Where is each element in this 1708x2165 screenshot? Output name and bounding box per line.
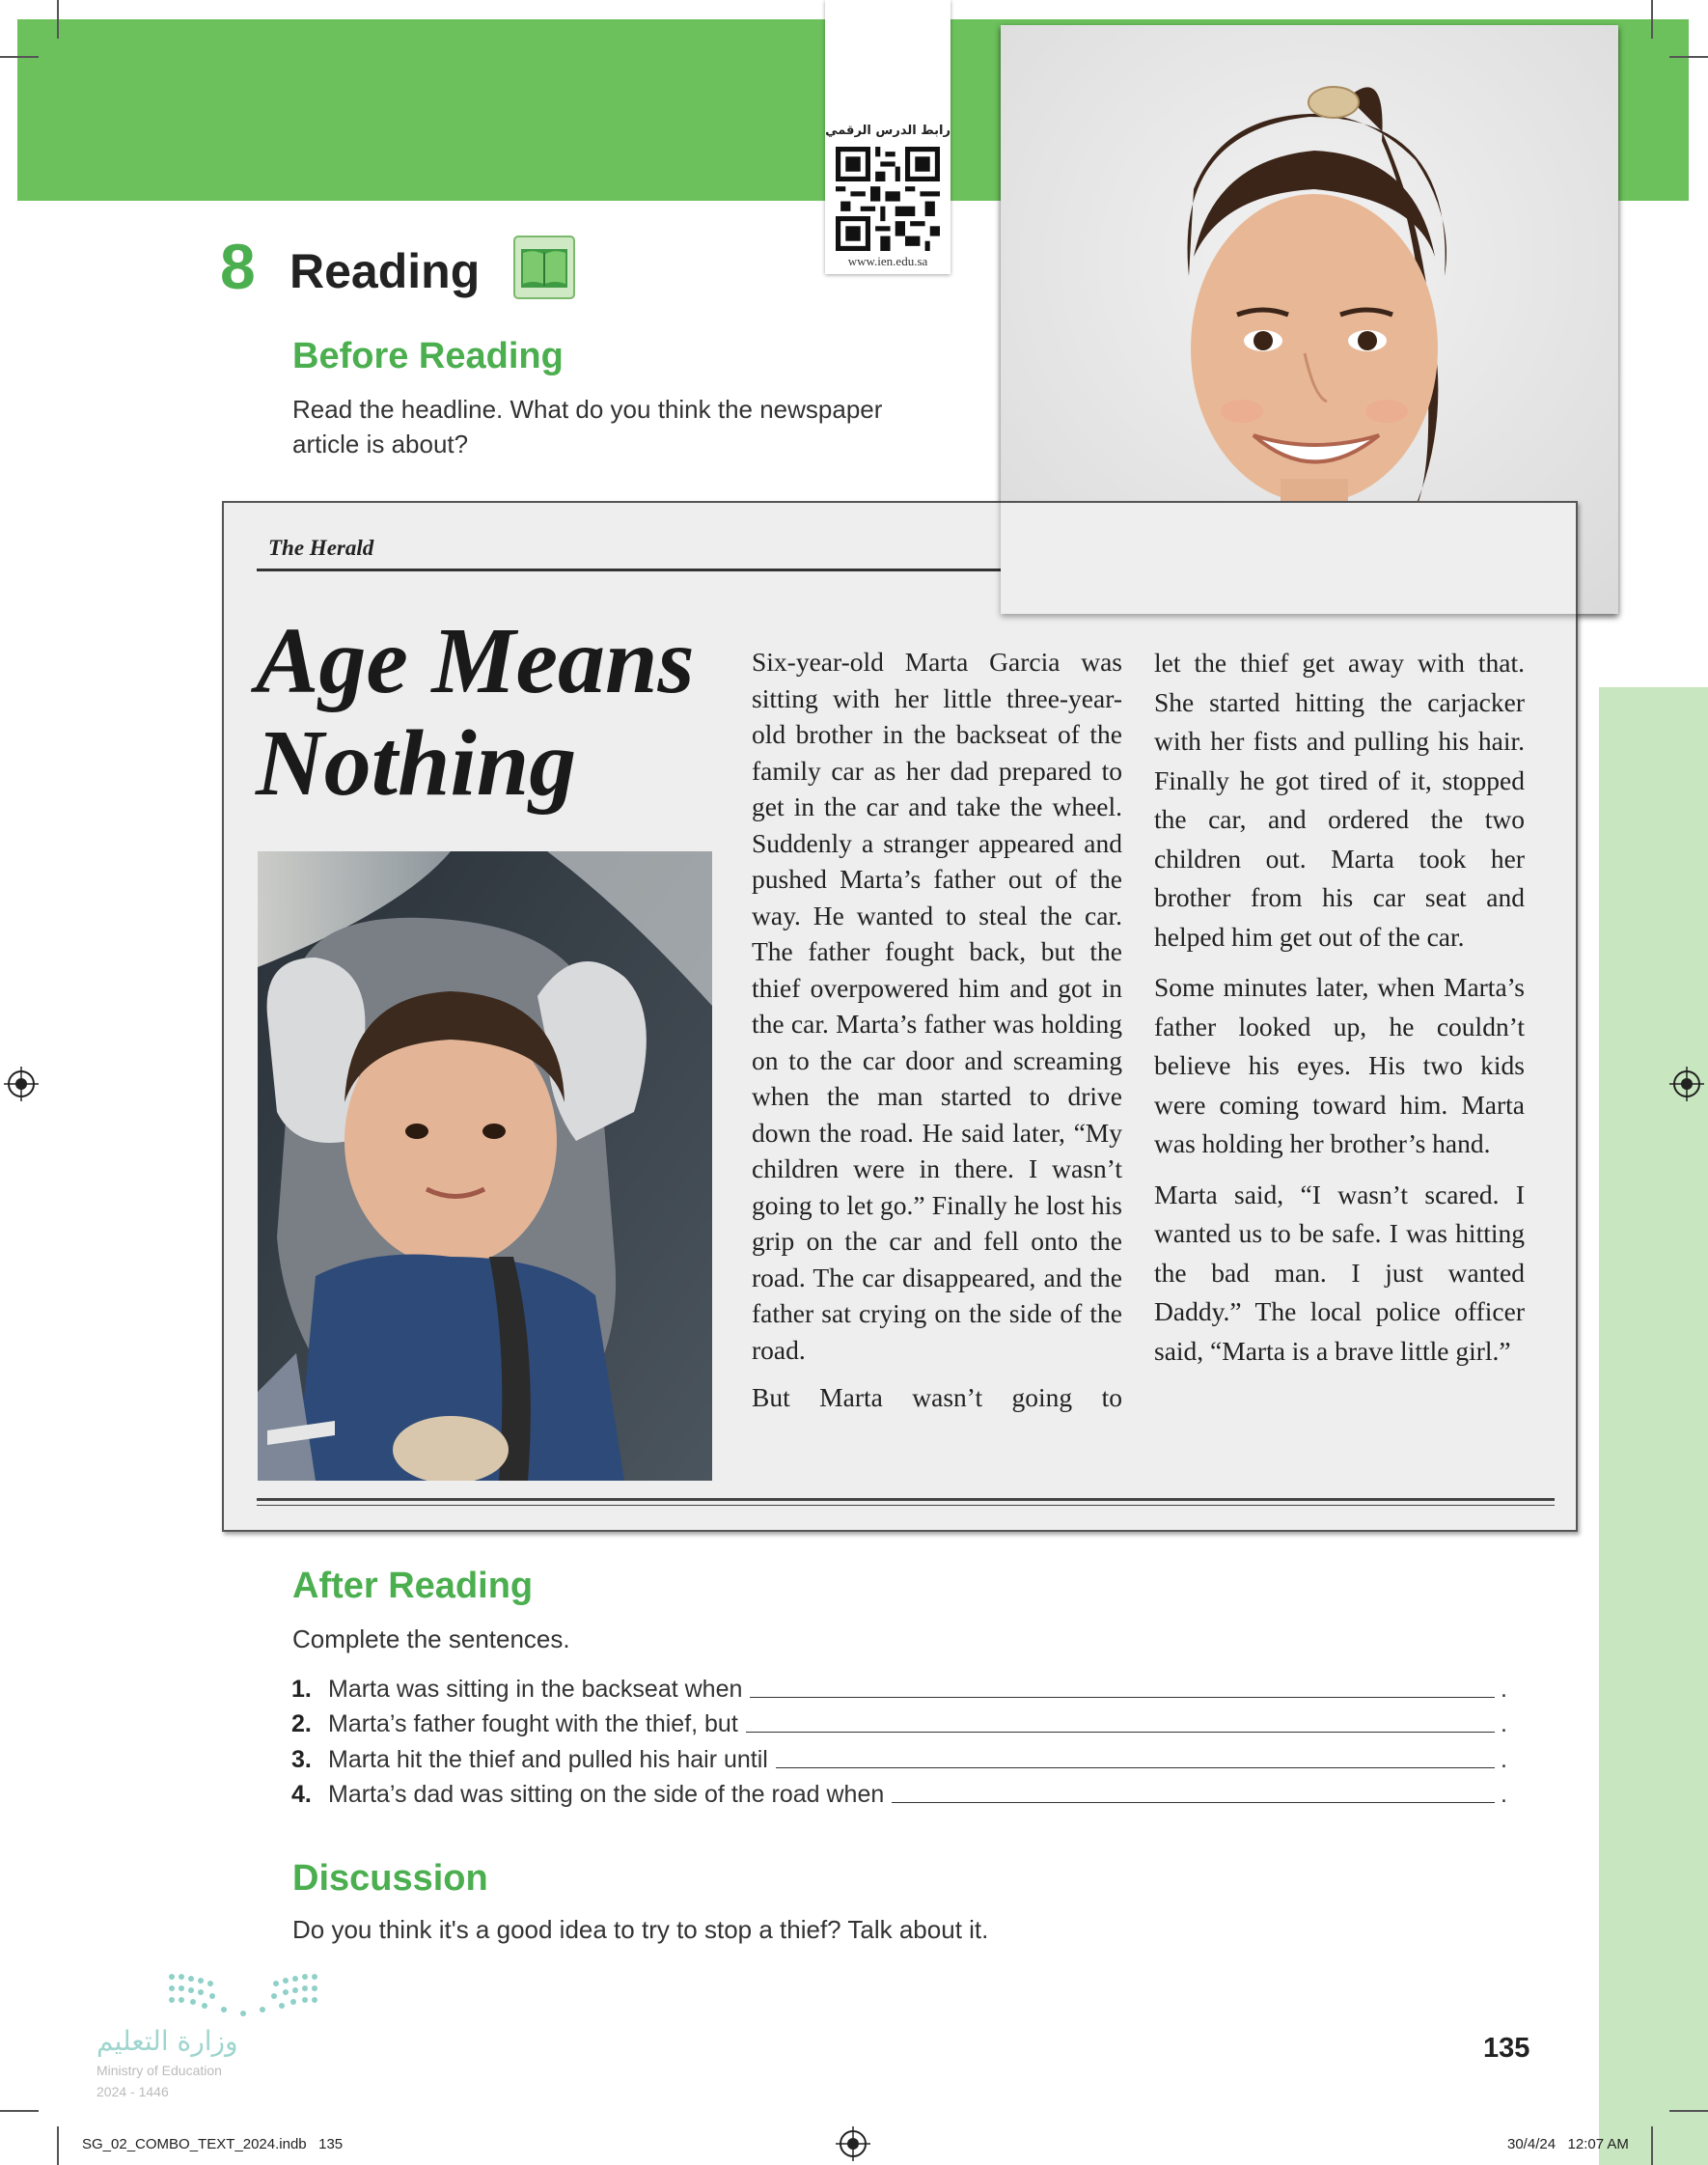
boy-in-car-seat-photo [258,851,712,1481]
item-number: 4. [291,1781,312,1808]
crop-mark [57,2126,59,2165]
list-item: 2. Marta’s father fought with the thief, but . [291,1710,1507,1737]
qr-code-card[interactable] [825,0,950,274]
qr-code-icon[interactable] [836,147,940,251]
answer-blank[interactable] [750,1696,1495,1698]
article-paragraph: Some minutes later, when Marta’s father looked up, he couldn’t believe his eyes. His two kids were coming toward him. Marta was holding her brother’s hand. [1154,972,1525,1158]
article-paragraph: Marta said, “I wasn’t scared. I wanted us to be safe. I was hitting the bad man. I just wanted Daddy.” The local police officer said, “Marta is a brave little girl.” [1154,1179,1525,1366]
headline-line-2: Nothing [256,711,577,816]
boy-car-seat-image [258,851,712,1481]
item-number: 2. [291,1710,312,1737]
discussion-prompt: Do you think it's a good idea to try to stop a thief? Talk about it. [292,1915,989,1944]
article-column-1 [752,644,1122,1428]
after-reading-heading: After Reading [292,1566,534,1606]
article-paragraph: let the thief get away with that. She started hitting the carjacker with her fists and pulling his hair. Finally he got tired of it, stopped the car, and ordered the two children out. Marta took her brother from his car seat and helped him get out of the car. [1154,648,1525,952]
item-number: 1. [291,1675,312,1703]
before-reading-line-2: article is about? [292,430,469,458]
sentence-completion-list [291,1668,1507,1809]
ministry-year: 2024 - 1446 [96,2084,169,2099]
article-paragraph: Six-year-old Marta Garcia was sitting with her little three-year-old brother in the backseat of the family car as her dad prepared to get in the car and take the wheel. Suddenly a stranger appeared and pushed Marta’s father out of the way. He wanted to steal the car. The father fought back, but the thief overpowered him and got in the car. Marta’s father was holding on to the car door and screaming when the man started to drive down the road. He said later, “My children were in there. I wasn’t going to let go.” Finally he lost his grip on the car and fell onto the road. The car disappeared, and the father sat crying on the side of the road. [752,647,1122,1365]
answer-blank[interactable] [746,1731,1495,1733]
discussion-heading: Discussion [292,1858,488,1899]
crop-mark [57,0,59,39]
book-icon [513,236,575,299]
crop-mark [0,56,39,58]
side-green-strip [1599,687,1708,2165]
list-item: 1. Marta was sitting in the backseat when . [291,1675,1507,1703]
registration-mark-icon [836,2126,870,2161]
crop-mark [1669,2110,1708,2112]
qr-title: رابط الدرس الرقمي [825,124,950,138]
crop-mark [0,2110,39,2112]
list-item: 4. Marta’s dad was sitting on the side of the road when . [291,1781,1507,1808]
ministry-name-english: Ministry of Education [96,2063,222,2078]
section-number: 8 [220,231,256,302]
qr-url[interactable]: www.ien.edu.sa [847,254,928,268]
before-reading-heading: Before Reading [292,336,564,376]
crop-mark [1669,56,1708,58]
answer-blank[interactable] [892,1801,1495,1803]
page-number: 135 [1483,2033,1530,2064]
item-prompt: Marta’s father fought with the thief, but [328,1710,738,1737]
item-prompt: Marta’s dad was sitting on the side of the road when [328,1781,885,1808]
section-title: Reading [289,244,481,298]
article-headline [256,610,729,815]
newspaper-name: The Herald [268,536,374,560]
ministry-logo-icon [166,1969,320,2017]
article-column-2 [1154,644,1525,1382]
list-item: 3. Marta hit the thief and pulled his hair until . [291,1745,1507,1773]
headline-line-1: Age Means [256,609,695,713]
masthead-rule [257,569,1001,571]
ministry-name-arabic: وزارة التعليم [96,2025,238,2057]
registration-mark-icon [1669,1067,1704,1101]
footer-timestamp: 30/4/24 12:07 AM [1507,2136,1629,2152]
item-prompt: Marta hit the thief and pulled his hair until [328,1745,768,1773]
registration-mark-icon [4,1067,39,1101]
answer-blank[interactable] [776,1766,1495,1768]
article-paragraph: But Marta wasn’t going to [752,1382,1122,1412]
footer-file-name: SG_02_COMBO_TEXT_2024.indb 135 [82,2136,344,2152]
item-number: 3. [291,1745,312,1773]
before-reading-line-1: Read the headline. What do you think the newspaper [292,395,883,424]
item-prompt: Marta was sitting in the backseat when [328,1675,743,1703]
article-bottom-rule [257,1498,1555,1506]
after-reading-instruction: Complete the sentences. [292,1624,570,1653]
crop-mark [1651,2126,1653,2165]
crop-mark [1651,0,1653,39]
